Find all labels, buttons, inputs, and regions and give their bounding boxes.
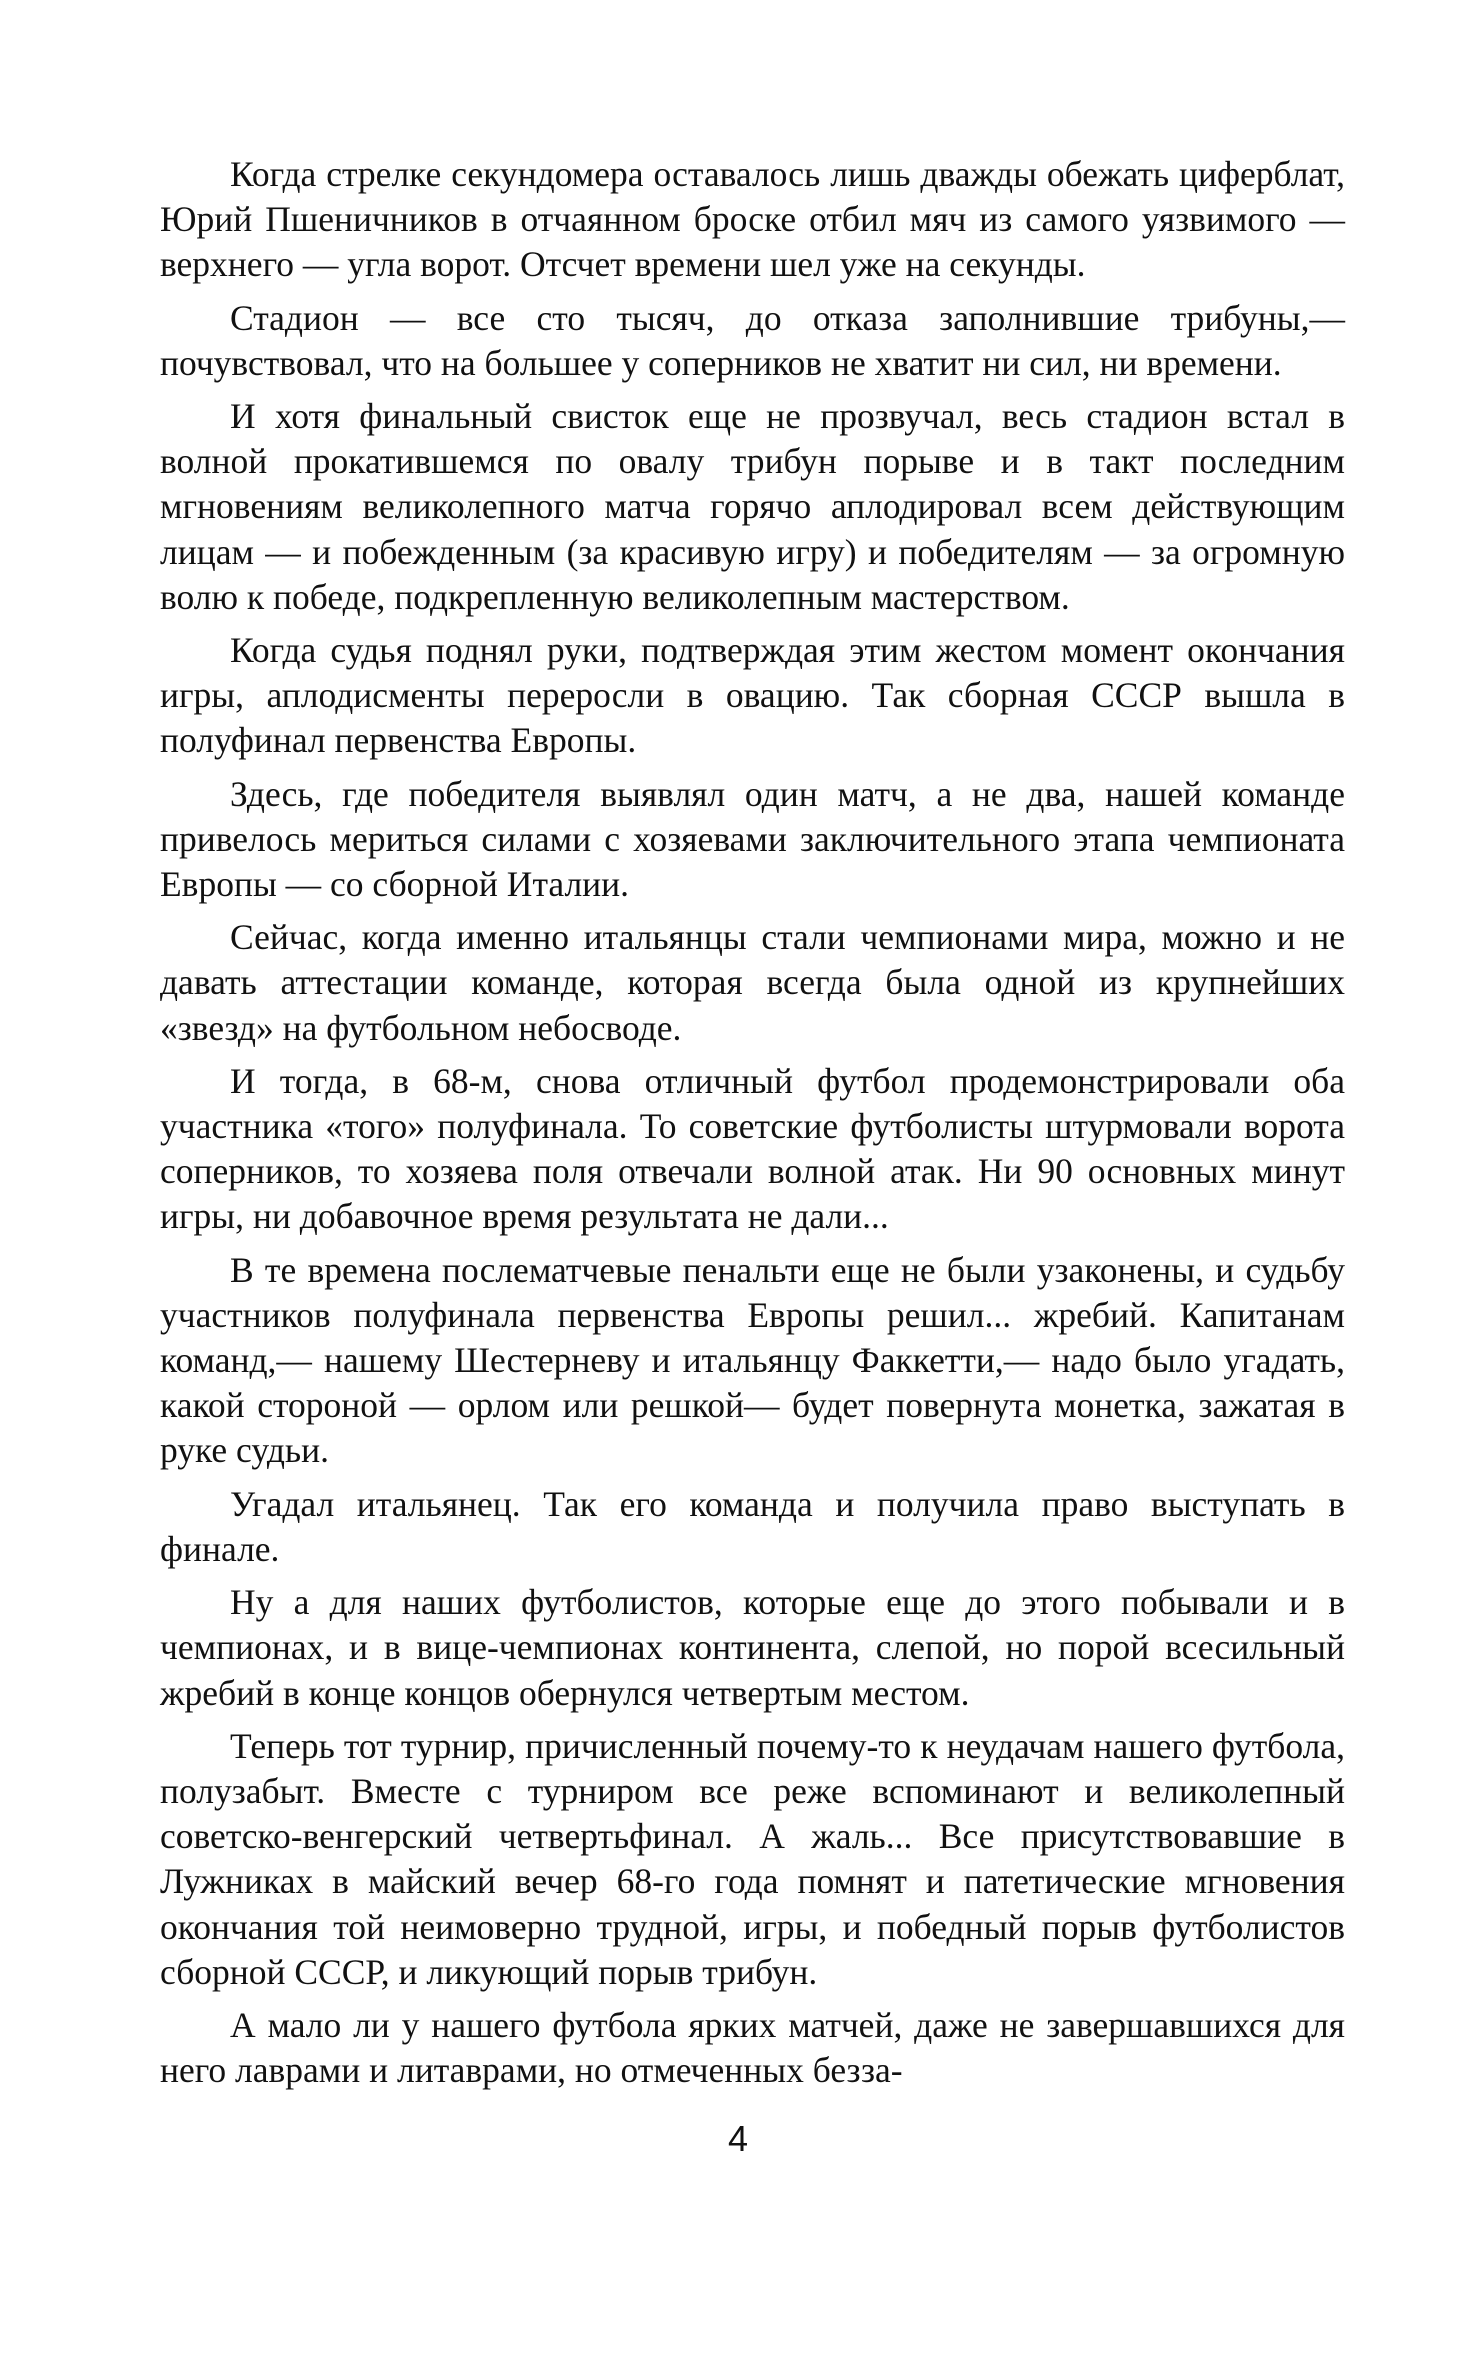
paragraph-3: И хотя финальный свисток еще не прозвучал, весь стадион встал в волной прокатившемся по овалу трибун порыве и в такт последним мгновениям великолепного матча горячо аплодировал всем действующим лицам — и побежденным (за красивую игру) и победителям — за огромную волю к победе, подкрепленную великолепным мастерством. bbox=[160, 396, 1345, 617]
page-body bbox=[160, 152, 1345, 2101]
paragraph-4: Когда судья поднял руки, подтверждая этим жестом момент окончания игры, аплодисменты переросли в овацию. Так сборная СССР вышла в полуфинал первенства Европы. bbox=[160, 630, 1345, 761]
paragraph-5: Здесь, где победителя выявлял один матч, а не два, нашей команде привелось мериться силами с хозяевами заключительного этапа чемпионата Европы — со сборной Италии. bbox=[160, 773, 1345, 905]
paragraph-6: Сейчас, когда именно итальянцы стали чемпионами мира, можно и не давать аттестации команде, которая всегда была одной из крупнейших «звезд» на футбольном небосводе. bbox=[160, 917, 1345, 1048]
paragraph-10: Ну а для наших футболистов, которые еще до этого побывали и в чемпионах, и в вице-чемпионах континента, слепой, но порой всесильный жребий в конце концов обернулся четвертым местом. bbox=[160, 1582, 1345, 1713]
paragraph-2: Стадион — все сто тысяч, до отказа заполнившие трибуны,— почувствовал, что на большее у соперников не хватит ни сил, ни времени. bbox=[160, 297, 1345, 383]
paragraph-11: Теперь тот турнир, причисленный почему-то к неудачам нашего футбола, полузабыт. Вместе с турниром все реже вспоминают и великолепный советско-венгерский четвертьфинал. А жаль... Все присутствовавшие в Лужниках в майский вечер 68-го года помнят и патетические мгновения окончания той неимоверно трудной, игры, и победный порыв футболистов сборной СССР, и ликующий порыв трибун. bbox=[160, 1725, 1345, 1992]
paragraph-8: В те времена послематчевые пенальти еще не были узаконены, и судьбу участников полуфинала первенства Европы решил... жребий. Капитанам команд,— нашему Шестерневу и итальянцу Факкетти,— надо было угадать, какой стороной — орлом или решкой— будет повернута монетка, зажатая в руке судьи. bbox=[160, 1249, 1345, 1471]
paragraph-7: И тогда, в 68-м, снова отличный футбол продемонстрировали оба участника «того» полуфинала. То советские футболисты штурмовали ворота соперников, то хозяева поля отвечали волной атак. Ни 90 основных минут игры, ни добавочное время результата не дали... bbox=[160, 1060, 1345, 1237]
paragraph-12: А мало ли у нашего футбола ярких матчей, даже не завершавшихся для него лаврами и литаврами, но отмеченных безза- bbox=[160, 2004, 1345, 2091]
page-number: 4 bbox=[727, 2118, 749, 2159]
paragraph-1: Когда стрелке секундомера оставалось лишь дважды обежать циферблат, Юрий Пшеничников в отчаянном броске отбил мяч из самого уязвимого — верхнего — угла ворот. Отсчет времени шел уже на секунды. bbox=[160, 154, 1345, 285]
paragraph-9: Угадал итальянец. Так его команда и получила право выступать в финале. bbox=[160, 1483, 1345, 1569]
